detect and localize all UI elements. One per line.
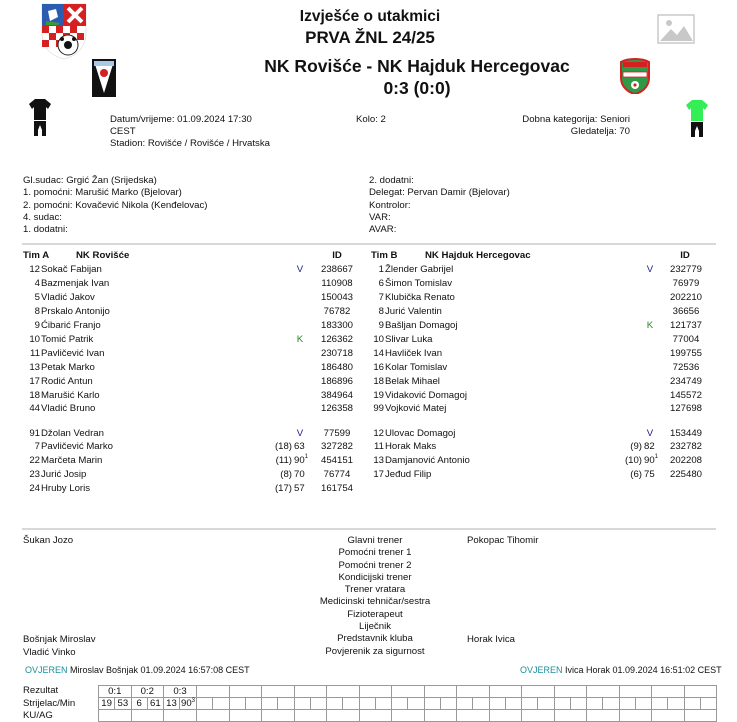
player-number: 4 bbox=[34, 278, 40, 289]
scorer-number-cell bbox=[327, 698, 343, 710]
result-cell bbox=[197, 686, 230, 698]
verified-status: OVJEREN bbox=[520, 665, 563, 675]
player-name: Hruby Loris bbox=[41, 483, 91, 494]
goalkeeper-mark: V bbox=[296, 264, 304, 275]
player-id: 121737 bbox=[669, 320, 702, 331]
player-id: 110908 bbox=[321, 278, 353, 289]
player-number: 10 bbox=[373, 334, 384, 345]
match-score: 0:3 (0:0) bbox=[383, 78, 451, 98]
player-id: 127698 bbox=[669, 403, 702, 414]
ku-ag-cell bbox=[392, 710, 425, 722]
player-name: Jurić Valentin bbox=[385, 306, 442, 317]
player-name: Havliček Ivan bbox=[385, 348, 443, 359]
added-time: 1 bbox=[304, 454, 309, 460]
player-name: Klubička Renato bbox=[385, 292, 455, 303]
player-name: Horak Maks bbox=[385, 441, 437, 452]
competition-name: PRVA ŽNL 24/25 bbox=[305, 28, 435, 47]
player-id: 384964 bbox=[320, 390, 353, 401]
player-id: 186896 bbox=[320, 376, 353, 387]
head-referee: Gl.sudac: Grgić Žan (Srijedska) bbox=[23, 175, 157, 186]
added-time: 3 bbox=[191, 698, 196, 704]
minute-value: 90 bbox=[294, 455, 305, 466]
scorer-minute-cell bbox=[245, 698, 261, 710]
player-name: Vladić Bruno bbox=[41, 403, 96, 414]
datetime-line2: CEST bbox=[110, 126, 136, 137]
player-name: Pavličević Marko bbox=[41, 441, 113, 452]
player-id: 153449 bbox=[669, 428, 702, 439]
ku-ag-cell bbox=[457, 710, 490, 722]
player-name: Sokač Fabijan bbox=[41, 264, 102, 275]
replaced-player: (8) bbox=[280, 469, 292, 480]
scorer-number-cell bbox=[554, 698, 570, 710]
player-id: 77599 bbox=[323, 428, 351, 439]
player-name: Ćibarić Franjo bbox=[41, 320, 101, 331]
ku-ag-cell bbox=[294, 710, 327, 722]
away-verification bbox=[520, 665, 722, 675]
goalkeeper-mark: V bbox=[646, 264, 654, 275]
result-cell bbox=[229, 686, 262, 698]
player-id: 76774 bbox=[323, 469, 351, 480]
label-scorer-minute: Strijelac/Min bbox=[23, 697, 76, 709]
replaced-player: (17) bbox=[274, 483, 292, 494]
player-id: 76979 bbox=[672, 278, 700, 289]
team-a-label: Tim A bbox=[23, 250, 50, 261]
ku-ag-cell bbox=[554, 710, 587, 722]
minute-value: 90 bbox=[644, 455, 655, 466]
officials-left bbox=[23, 175, 208, 236]
sub-minute bbox=[294, 454, 308, 467]
player-number: 17 bbox=[373, 469, 384, 480]
scoring-grid bbox=[98, 685, 717, 722]
nk-rovisce-pennant-logo bbox=[92, 59, 116, 97]
player-id: 230718 bbox=[320, 348, 353, 359]
stadium-info: Stadion: Rovišće / Rovišće / Hrvatska bbox=[110, 138, 270, 149]
role-head-coach: Glavni trener bbox=[347, 535, 403, 546]
player-name: Slivar Luka bbox=[385, 334, 433, 345]
team-a-id-header: ID bbox=[332, 250, 342, 261]
player-number: 1 bbox=[378, 264, 384, 275]
player-number: 9 bbox=[378, 320, 384, 331]
sub-minute: 82 bbox=[644, 441, 655, 452]
player-number: 14 bbox=[373, 348, 384, 359]
scorer-number-cell bbox=[522, 698, 538, 710]
player-id: 76782 bbox=[323, 306, 351, 317]
player-id: 202210 bbox=[669, 292, 702, 303]
scorer-number-cell bbox=[392, 698, 408, 710]
county-crest-logo bbox=[40, 3, 88, 59]
scorer-number-cell bbox=[229, 698, 245, 710]
player-name: Vojković Matej bbox=[385, 403, 447, 414]
player-id: 145572 bbox=[669, 390, 702, 401]
player-number: 6 bbox=[378, 278, 384, 289]
scorer-minute-cell bbox=[440, 698, 456, 710]
role-medical-technician: Medicinski tehničar/sestra bbox=[319, 596, 431, 608]
minute-value: 53 bbox=[117, 698, 129, 709]
officials-right bbox=[369, 175, 510, 236]
separator bbox=[22, 528, 716, 530]
player-number: 19 bbox=[373, 390, 384, 401]
result-row bbox=[99, 686, 717, 698]
player-number: 16 bbox=[373, 362, 384, 373]
ku-ag-cell bbox=[262, 710, 295, 722]
ku-ag-cell bbox=[489, 710, 522, 722]
team-b-label: Tim B bbox=[371, 250, 398, 261]
replaced-player: (10) bbox=[624, 455, 642, 466]
player-id: 183300 bbox=[320, 320, 353, 331]
age-category: Dobna kategorija: Seniori bbox=[522, 114, 630, 125]
player-name: Šimon Tomislav bbox=[385, 278, 453, 289]
match-title: NK Rovišće - NK Hajduk Hercegovac bbox=[264, 56, 570, 76]
role-security-officer: Povjerenik za sigurnost bbox=[325, 645, 425, 657]
scorer-minute-cell bbox=[180, 698, 197, 710]
player-number: 8 bbox=[34, 306, 40, 317]
nk-hajduk-hercegovac-crest-logo bbox=[618, 58, 652, 94]
controller: Kontrolor: bbox=[369, 199, 411, 211]
player-number: 10 bbox=[29, 334, 40, 345]
label-ku-ag: KU/AG bbox=[23, 710, 53, 721]
away-club-rep: Horak Ivica bbox=[467, 634, 515, 645]
scorer-number-cell bbox=[294, 698, 310, 710]
player-name: Vladić Jakov bbox=[41, 292, 95, 303]
ku-ag-cell bbox=[522, 710, 555, 722]
player-id: 202208 bbox=[669, 455, 702, 466]
added-time: 1 bbox=[654, 454, 659, 460]
scorer-minute-cell bbox=[375, 698, 391, 710]
result-cell bbox=[554, 686, 587, 698]
additional-referee-2: 2. dodatni: bbox=[369, 175, 414, 186]
goalkeeper-mark: V bbox=[296, 428, 304, 439]
scorer-minute-cell bbox=[310, 698, 326, 710]
role-goalkeeper-coach: Trener vratara bbox=[344, 584, 406, 596]
sub-minute: 70 bbox=[294, 469, 305, 480]
player-number: 11 bbox=[30, 348, 40, 359]
player-id: 126358 bbox=[320, 403, 353, 414]
var-official: VAR: bbox=[369, 211, 391, 223]
result-cell bbox=[489, 686, 522, 698]
replaced-player: (11) bbox=[275, 455, 292, 466]
scorer-number-cell bbox=[262, 698, 278, 710]
scorer-number-cell bbox=[424, 698, 440, 710]
home-club-rep: Bošnjak Miroslav bbox=[23, 634, 96, 645]
avar-official: AVAR: bbox=[369, 224, 397, 236]
player-number: 44 bbox=[29, 403, 40, 414]
player-number: 12 bbox=[29, 264, 40, 275]
role-doctor: Liječnik bbox=[359, 621, 391, 633]
player-number: 8 bbox=[378, 306, 384, 317]
ku-ag-cell bbox=[652, 710, 685, 722]
scorer-minute-cell bbox=[115, 698, 131, 710]
player-name: Petak Marko bbox=[41, 362, 95, 373]
player-number: 7 bbox=[378, 292, 384, 303]
player-number: 12 bbox=[373, 428, 384, 439]
scorer-minute-cell bbox=[700, 698, 716, 710]
scorer-minute-cell bbox=[668, 698, 684, 710]
scorer-minute-cell bbox=[147, 698, 163, 710]
sub-minute bbox=[644, 454, 658, 467]
scorer-number-cell bbox=[652, 698, 668, 710]
scorer-number-cell bbox=[684, 698, 700, 710]
scorer-number-cell: 6 bbox=[131, 698, 147, 710]
player-name: Jeđud Filip bbox=[385, 469, 432, 480]
scorer-minute-cell bbox=[473, 698, 489, 710]
player-number: 99 bbox=[373, 403, 384, 414]
player-id: 234749 bbox=[669, 376, 702, 387]
scorer-minute-cell bbox=[635, 698, 651, 710]
player-number: 91 bbox=[29, 428, 40, 439]
result-cell bbox=[262, 686, 295, 698]
role-assistant-coach-1: Pomoćni trener 1 bbox=[338, 547, 412, 559]
result-cell bbox=[684, 686, 717, 698]
image-placeholder-icon bbox=[657, 14, 695, 44]
player-name: Džolan Vedran bbox=[41, 428, 104, 439]
scorer-number-cell: 13 bbox=[164, 698, 180, 710]
team-b-name: NK Hajduk Hercegovac bbox=[425, 250, 531, 261]
player-id: 232779 bbox=[669, 264, 702, 275]
green-jersey-icon bbox=[685, 99, 709, 139]
team-b-id-header: ID bbox=[680, 250, 690, 261]
result-cell bbox=[392, 686, 425, 698]
player-id: 454151 bbox=[320, 455, 353, 466]
scorer-minute-cell bbox=[278, 698, 294, 710]
scorer-minute-cell bbox=[408, 698, 424, 710]
ku-ag-cell bbox=[197, 710, 230, 722]
round-info: Kolo: 2 bbox=[356, 114, 386, 125]
sub-minute: 57 bbox=[294, 483, 305, 494]
sub-minute: 75 bbox=[644, 469, 655, 480]
captain-mark: K bbox=[646, 320, 654, 331]
ku-ag-row bbox=[99, 710, 717, 722]
player-name: Tomić Patrik bbox=[41, 334, 94, 345]
scorer-minute-cell bbox=[603, 698, 619, 710]
verified-by: Ivica Horak 01.09.2024 16:51:02 CEST bbox=[565, 665, 722, 675]
home-head-coach: Šukan Jozo bbox=[23, 535, 74, 546]
player-id: 199755 bbox=[669, 348, 702, 359]
ku-ag-cell bbox=[587, 710, 620, 722]
ku-ag-cell bbox=[99, 710, 132, 722]
ku-ag-cell bbox=[359, 710, 392, 722]
away-head-coach: Pokopac Tihomir bbox=[467, 535, 539, 546]
player-number: 18 bbox=[29, 390, 40, 401]
player-name: Rodić Antun bbox=[41, 376, 93, 387]
scoring-labels bbox=[23, 685, 75, 722]
player-name: Bazmenjak Ivan bbox=[41, 278, 110, 289]
verified-status: OVJEREN bbox=[25, 665, 68, 675]
role-physiotherapist: Fizioterapeut bbox=[347, 608, 403, 620]
label-result: Rezultat bbox=[23, 685, 59, 696]
scorer-number-cell bbox=[619, 698, 635, 710]
delegate: Delegat: Pervan Damir (Bjelovar) bbox=[369, 187, 510, 199]
result-cell bbox=[457, 686, 490, 698]
ku-ag-cell bbox=[164, 710, 197, 722]
role-club-representative: Predstavnik kluba bbox=[337, 633, 413, 645]
player-name: Jurić Josip bbox=[41, 469, 87, 480]
result-cell: 0:2 bbox=[131, 686, 164, 698]
ku-ag-cell bbox=[684, 710, 717, 722]
fourth-official: 4. sudac: bbox=[23, 211, 62, 223]
scorer-minute-cell bbox=[570, 698, 586, 710]
player-name: Prskalo Antonijo bbox=[41, 306, 110, 317]
player-id: 36656 bbox=[672, 306, 700, 317]
result-cell: 0:3 bbox=[164, 686, 197, 698]
replaced-player: (6) bbox=[630, 469, 642, 480]
result-cell bbox=[619, 686, 652, 698]
scorer-number-cell bbox=[197, 698, 213, 710]
replaced-player: (18) bbox=[274, 441, 292, 452]
result-cell bbox=[327, 686, 360, 698]
ku-ag-cell bbox=[619, 710, 652, 722]
home-verification bbox=[25, 665, 250, 675]
scorer-minute-cell bbox=[538, 698, 554, 710]
result-cell bbox=[587, 686, 620, 698]
player-number: 22 bbox=[29, 455, 40, 466]
result-cell bbox=[522, 686, 555, 698]
player-number: 5 bbox=[34, 292, 40, 303]
goalkeeper-mark: V bbox=[646, 428, 654, 439]
scorer-row bbox=[99, 698, 717, 710]
attendance: Gledatelja: 70 bbox=[570, 126, 630, 137]
sub-minute: 63 bbox=[294, 441, 305, 452]
scorer-minute-cell bbox=[505, 698, 521, 710]
player-name: Ulovac Domagoj bbox=[385, 428, 456, 439]
home-security-officer: Vladić Vinko bbox=[23, 647, 76, 658]
player-id: 238667 bbox=[320, 264, 353, 275]
player-id: 72536 bbox=[672, 362, 700, 373]
role-assistant-coach-2: Pomoćni trener 2 bbox=[338, 559, 412, 571]
player-name: Marčeta Marin bbox=[41, 455, 103, 466]
player-number: 13 bbox=[373, 455, 384, 466]
additional-referee-1: 1. dodatni: bbox=[23, 224, 68, 236]
scorer-number-cell bbox=[587, 698, 603, 710]
result-cell bbox=[294, 686, 327, 698]
player-id: 186480 bbox=[320, 362, 353, 373]
separator bbox=[22, 243, 716, 245]
ku-ag-cell bbox=[229, 710, 262, 722]
datetime-line1: Datum/vrijeme: 01.09.2024 17:30 bbox=[110, 114, 252, 125]
minute-value: 90 bbox=[181, 698, 192, 709]
player-name: Vidaković Domagoj bbox=[385, 390, 467, 401]
player-id: 232782 bbox=[669, 441, 702, 452]
scorer-minute-cell bbox=[213, 698, 229, 710]
player-id: 327282 bbox=[320, 441, 353, 452]
player-id: 161754 bbox=[320, 483, 353, 494]
ku-ag-cell bbox=[424, 710, 457, 722]
ku-ag-cell bbox=[327, 710, 360, 722]
player-number: 9 bbox=[34, 320, 40, 331]
result-cell bbox=[424, 686, 457, 698]
result-cell bbox=[652, 686, 685, 698]
scorer-number-cell bbox=[359, 698, 375, 710]
player-name: Marušić Karlo bbox=[41, 390, 100, 401]
player-name: Žlender Gabrijel bbox=[385, 264, 454, 275]
assistant-referee-2: 2. pomoćni: Kovačević Nikola (Kenđelovac) bbox=[23, 199, 208, 211]
player-number: 18 bbox=[373, 376, 384, 387]
result-cell: 0:1 bbox=[99, 686, 132, 698]
player-name: Bašljan Domagoj bbox=[385, 320, 458, 331]
player-number: 11 bbox=[374, 441, 384, 452]
scorer-number-cell bbox=[489, 698, 505, 710]
player-name: Kolar Tomislav bbox=[385, 362, 448, 373]
player-id: 150043 bbox=[320, 292, 353, 303]
player-name: Pavličević Ivan bbox=[41, 348, 105, 359]
replaced-player: (9) bbox=[630, 441, 642, 452]
scorer-number-cell: 19 bbox=[99, 698, 115, 710]
black-jersey-icon bbox=[28, 98, 52, 138]
player-id: 126362 bbox=[320, 334, 353, 345]
player-number: 17 bbox=[29, 376, 40, 387]
player-number: 24 bbox=[29, 483, 40, 494]
player-id: 77004 bbox=[672, 334, 700, 345]
team-a-name: NK Rovišće bbox=[76, 250, 130, 261]
scorer-minute-cell bbox=[343, 698, 359, 710]
minute-value: 61 bbox=[150, 698, 161, 709]
player-number: 13 bbox=[29, 362, 40, 373]
staff-roles bbox=[300, 535, 450, 658]
result-cell bbox=[359, 686, 392, 698]
ku-ag-cell bbox=[131, 710, 164, 722]
player-name: Damjanović Antonio bbox=[385, 455, 470, 466]
captain-mark: K bbox=[296, 334, 304, 345]
player-number: 7 bbox=[34, 441, 40, 452]
player-number: 23 bbox=[29, 469, 40, 480]
report-title: Izvješće o utakmici bbox=[299, 8, 441, 25]
scorer-number-cell bbox=[457, 698, 473, 710]
role-fitness-coach: Kondicijski trener bbox=[338, 571, 412, 583]
player-id: 225480 bbox=[669, 469, 702, 480]
verified-by: Miroslav Bošnjak 01.09.2024 16:57:08 CEST bbox=[70, 665, 250, 675]
player-name: Belak Mihael bbox=[385, 376, 440, 387]
assistant-referee-1: 1. pomoćni: Marušić Marko (Bjelovar) bbox=[23, 187, 182, 199]
